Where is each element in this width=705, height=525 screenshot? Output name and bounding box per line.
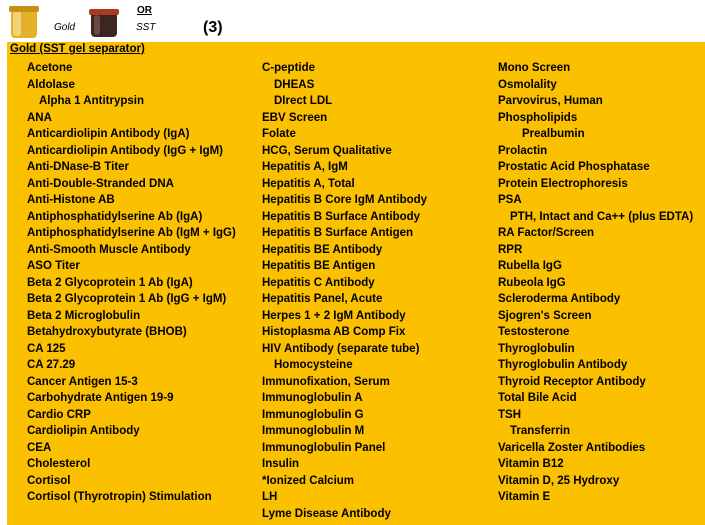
test-item: Homocysteine	[274, 359, 353, 371]
test-item: ANA	[27, 111, 52, 124]
test-item: Scleroderma Antibody	[498, 293, 621, 305]
test-item: Immunoglobulin M	[262, 425, 365, 437]
test-column-1	[27, 60, 236, 506]
test-item: Hepatitis B Core IgM Antibody	[262, 194, 428, 206]
test-item: HCG, Serum Qualitative	[262, 144, 392, 157]
test-item: Beta 2 Glycoprotein 1 Ab (IgG + IgM)	[27, 293, 227, 305]
test-item: Aldolase	[27, 78, 75, 91]
test-item: Varicella Zoster Antibodies	[498, 441, 646, 454]
test-item: Sjogren's Screen	[498, 309, 592, 322]
test-item: Anti-Smooth Muscle Antibody	[27, 243, 191, 256]
test-item: Total Bile Acid	[498, 392, 577, 404]
test-item: *Ionized Calcium	[262, 474, 355, 487]
test-item: Rubella IgG	[498, 260, 562, 272]
test-item: Thyroglobulin Antibody	[498, 359, 628, 371]
test-item: Protein Electrophoresis	[498, 177, 628, 190]
gold-label: Gold	[54, 22, 76, 33]
test-item: Transferrin	[510, 425, 571, 437]
test-item: Anti-DNase-B Titer	[27, 161, 130, 173]
sst-label: SST	[136, 22, 156, 33]
test-item: DHEAS	[274, 78, 315, 91]
test-item: Cholesterol	[27, 458, 91, 470]
test-item: C-peptide	[262, 62, 316, 74]
test-item: HIV Antibody (separate tube)	[262, 342, 420, 355]
test-item: Parvovirus, Human	[498, 95, 603, 107]
test-item: Herpes 1 + 2 IgM Antibody	[262, 309, 406, 322]
test-list-panel	[7, 42, 705, 525]
test-item: EBV Screen	[262, 111, 328, 124]
test-item: Testosterone	[498, 326, 570, 338]
test-item: Hepatitis B Surface Antigen	[262, 227, 414, 239]
test-item: Anticardiolipin Antibody (IgA)	[27, 128, 190, 140]
test-item: Hepatitis BE Antigen	[262, 260, 376, 272]
test-item: Thyroglobulin	[498, 342, 575, 355]
test-item: Cortisol	[27, 474, 71, 487]
test-item: Hepatitis BE Antibody	[262, 243, 383, 256]
or-label: OR	[137, 5, 152, 16]
gold-tube-icon	[8, 5, 40, 39]
test-item: Immunoglobulin G	[262, 408, 364, 421]
test-item: Carbohydrate Antigen 19-9	[27, 392, 174, 404]
test-item: CEA	[27, 441, 52, 454]
test-item: Vitamin E	[498, 491, 551, 503]
test-item: TSH	[498, 408, 521, 421]
test-column-3	[498, 60, 693, 506]
panel-title: Gold (SST gel separator)	[10, 43, 145, 55]
test-item: Rubeola IgG	[498, 276, 566, 289]
test-item: Antiphosphatidylserine Ab (IgA)	[27, 210, 203, 223]
test-item: Immunoglobulin A	[262, 392, 363, 404]
test-item: DIrect LDL	[274, 95, 333, 107]
test-column-2	[262, 60, 427, 522]
test-item: PTH, Intact and Ca++ (plus EDTA)	[510, 210, 694, 223]
test-item: Prolactin	[498, 144, 548, 157]
test-item: Cardiolipin Antibody	[27, 425, 140, 437]
test-item: Mono Screen	[498, 62, 571, 74]
test-item: Hepatitis C Antibody	[262, 276, 375, 289]
test-item: RPR	[498, 243, 523, 256]
test-item: Anti-Histone AB	[27, 194, 115, 206]
test-item: CA 125	[27, 342, 66, 355]
test-item: Vitamin D, 25 Hydroxy	[498, 474, 620, 487]
test-item: Insulin	[262, 458, 300, 470]
test-item: CA 27.29	[27, 359, 76, 371]
test-item: Immunoglobulin Panel	[262, 441, 386, 454]
test-item: Prostatic Acid Phosphatase	[498, 161, 650, 173]
test-item: Osmolality	[498, 78, 557, 91]
test-item: Cardio CRP	[27, 408, 91, 421]
test-item: LH	[262, 491, 278, 503]
test-item: Phospholipids	[498, 111, 578, 124]
test-item: Cancer Antigen 15-3	[27, 375, 138, 388]
test-item: PSA	[498, 194, 522, 206]
test-item: Antiphosphatidylserine Ab (IgM + IgG)	[27, 227, 236, 239]
test-item: Thyroid Receptor Antibody	[498, 375, 646, 388]
test-item: Anticardiolipin Antibody (IgG + IgM)	[27, 144, 224, 157]
test-item: Prealbumin	[522, 128, 585, 140]
test-item: Immunofixation, Serum	[262, 375, 390, 388]
test-item: ASO Titer	[27, 260, 80, 272]
test-item: Hepatitis Panel, Acute	[262, 293, 383, 305]
test-item: Acetone	[27, 62, 73, 74]
test-item: Vitamin B12	[498, 458, 564, 470]
test-item: Hepatitis A, IgM	[262, 161, 348, 173]
test-item: Folate	[262, 128, 296, 140]
test-item: Anti-Double-Stranded DNA	[27, 177, 174, 190]
test-item: Cortisol (Thyrotropin) Stimulation	[27, 491, 212, 503]
tube-count: (3)	[203, 19, 223, 36]
test-item: Lyme Disease Antibody	[262, 507, 391, 520]
test-item: Beta 2 Microglobulin	[27, 309, 141, 322]
test-item: RA Factor/Screen	[498, 227, 595, 239]
test-item: Betahydroxybutyrate (BHOB)	[27, 326, 187, 338]
test-item: Hepatitis B Surface Antibody	[262, 210, 421, 223]
header	[0, 0, 705, 42]
test-item: Beta 2 Glycoprotein 1 Ab (IgA)	[27, 276, 193, 289]
test-item: Alpha 1 Antitrypsin	[39, 95, 144, 107]
test-item: Hepatitis A, Total	[262, 177, 355, 190]
sst-tube-icon	[88, 8, 120, 38]
test-item: Histoplasma AB Comp Fix	[262, 326, 406, 338]
